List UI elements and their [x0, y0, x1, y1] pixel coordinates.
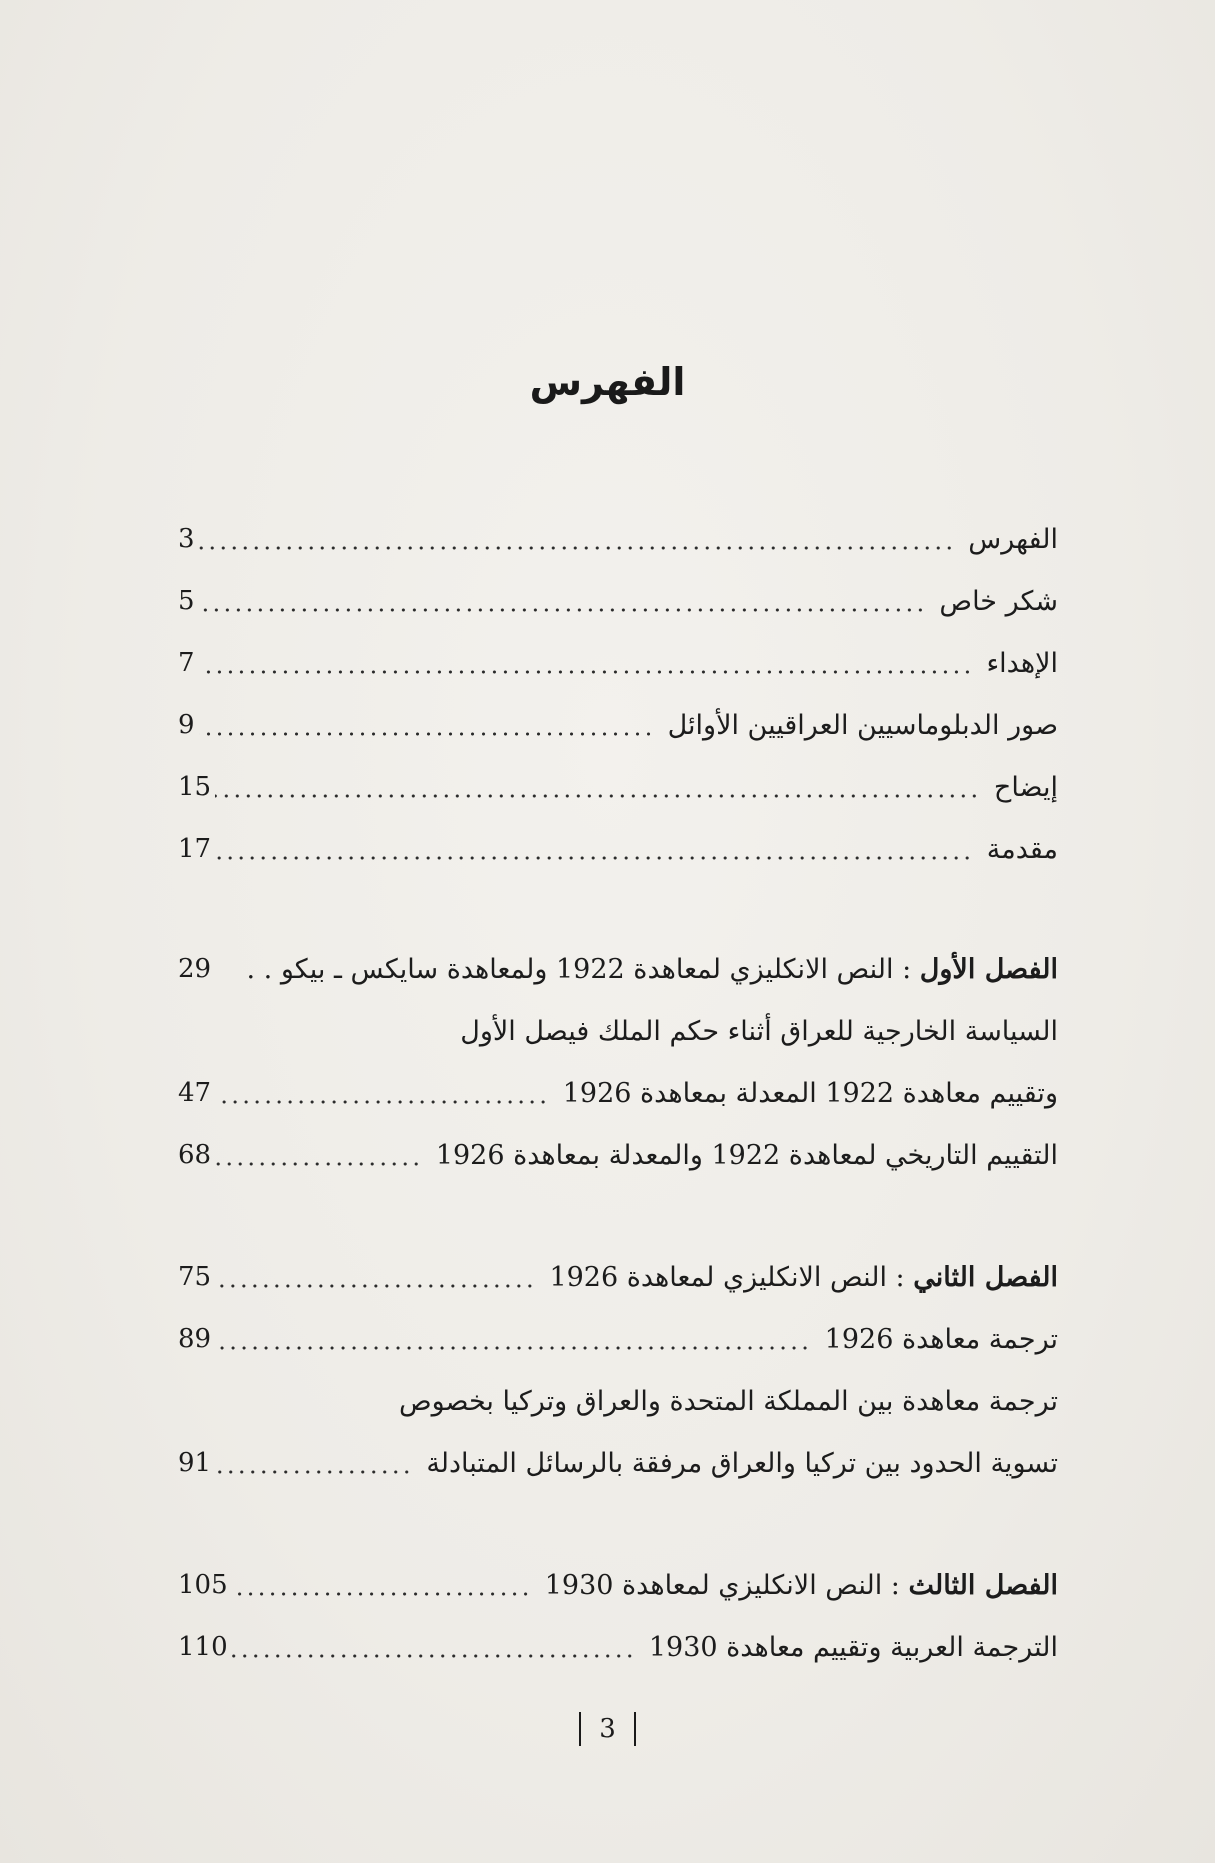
dot-leader — [215, 1162, 422, 1166]
chapter-title: : النص الانكليزي لمعاهدة 1926 — [549, 1261, 914, 1293]
dot-leader — [232, 1592, 531, 1596]
dot-leader — [215, 1284, 535, 1288]
divider — [579, 1712, 581, 1746]
toc-entry-page: 105 — [178, 1570, 228, 1600]
toc-entry-foreign-policy — [178, 1000, 1058, 1062]
toc-entry-label: صور الدبلوماسيين العراقيين الأوائل — [667, 709, 1058, 741]
toc-entry-label: تسوية الحدود بين تركيا والعراق مرفقة بالرسائل المتبادلة — [426, 1447, 1058, 1479]
toc-entry-label: مقدمة — [986, 833, 1058, 865]
toc-entry-label: التقييم التاريخي لمعاهدة 1922 والمعدلة بمعاهدة 1926 — [435, 1139, 1058, 1171]
dot-leader — [215, 1346, 811, 1350]
toc-entry-translation-treaty — [178, 1370, 1058, 1432]
dot-leader — [199, 546, 955, 550]
toc-entry-label: الإهداء — [986, 647, 1058, 679]
dot-leader — [199, 732, 654, 736]
chapter-heading: الفصل الثاني — [913, 1261, 1058, 1293]
dot-leader — [215, 856, 973, 860]
toc-entry-page: 5 — [178, 586, 195, 616]
toc-entry-label — [237, 954, 1058, 985]
divider — [634, 1712, 636, 1746]
chapter-heading: الفصل الأول — [919, 953, 1058, 985]
toc-entry-page: 91 — [178, 1448, 212, 1478]
toc-entry-label: الترجمة العربية وتقييم معاهدة 1930 — [648, 1631, 1058, 1663]
dot-leader — [215, 794, 980, 798]
toc-entry-page: 89 — [178, 1324, 212, 1354]
toc-entry-page: 15 — [178, 772, 212, 802]
toc-entry-label: شكر خاص — [939, 585, 1058, 617]
toc-entry-photos — [178, 694, 1058, 756]
toc-entry-page: 7 — [178, 648, 195, 678]
toc-entry-arabic-translation-1930 — [178, 1616, 1058, 1678]
toc-entry-page: 75 — [178, 1262, 212, 1292]
toc-entry-chapter-2 — [178, 1246, 1058, 1308]
toc-entry-label: وتقييم معاهدة 1922 المعدلة بمعاهدة 1926 — [562, 1077, 1058, 1109]
chapter-title: : النص الانكليزي لمعاهدة 1922 ولمعاهدة سايكس ـ بيكو . . — [246, 953, 920, 985]
toc-entry-treaty-evaluation — [178, 1062, 1058, 1124]
page-number: 3 — [599, 1714, 616, 1744]
toc-entry-label: ترجمة معاهدة بين المملكة المتحدة والعراق وتركيا بخصوص — [398, 1385, 1058, 1417]
dot-leader — [215, 1100, 549, 1104]
toc-entry-chapter-3 — [178, 1554, 1058, 1616]
toc-entry-label — [539, 1262, 1058, 1293]
dot-leader — [232, 1654, 635, 1658]
toc-entry-clarification — [178, 756, 1058, 818]
chapter-heading: الفصل الثالث — [908, 1569, 1058, 1601]
toc-entry-label: الفهرس — [968, 523, 1058, 555]
dot-leader — [199, 670, 973, 674]
page-footer — [0, 1712, 1215, 1746]
toc-entry-translation-1926 — [178, 1308, 1058, 1370]
page-title: الفهرس — [529, 360, 686, 404]
toc-entry-chapter-1 — [178, 938, 1058, 1000]
toc-entry-dedication — [178, 632, 1058, 694]
toc-entry-page: 29 — [178, 954, 212, 984]
toc-entry-page: 68 — [178, 1140, 212, 1170]
toc-entry-label: إيضاح — [993, 771, 1058, 803]
dot-leader — [199, 608, 926, 612]
toc-entry-index — [178, 508, 1058, 570]
dot-leader — [215, 1470, 412, 1474]
toc-entry-page: 17 — [178, 834, 212, 864]
toc-entry-acknowledgement — [178, 570, 1058, 632]
toc-entry-historical-evaluation — [178, 1124, 1058, 1186]
toc-entry-label — [535, 1570, 1058, 1601]
toc-entry-page: 110 — [178, 1632, 228, 1662]
toc-entry-page: 9 — [178, 710, 195, 740]
toc-entry-label: السياسة الخارجية للعراق أثناء حكم الملك فيصل الأول — [460, 1015, 1058, 1047]
chapter-title: : النص الانكليزي لمعاهدة 1930 — [544, 1569, 909, 1601]
toc-entry-label: ترجمة معاهدة 1926 — [824, 1323, 1058, 1355]
toc-entry-introduction — [178, 818, 1058, 880]
toc-entry-border-settlement — [178, 1432, 1058, 1494]
toc-entry-page: 3 — [178, 524, 195, 554]
toc-entry-page: 47 — [178, 1078, 212, 1108]
